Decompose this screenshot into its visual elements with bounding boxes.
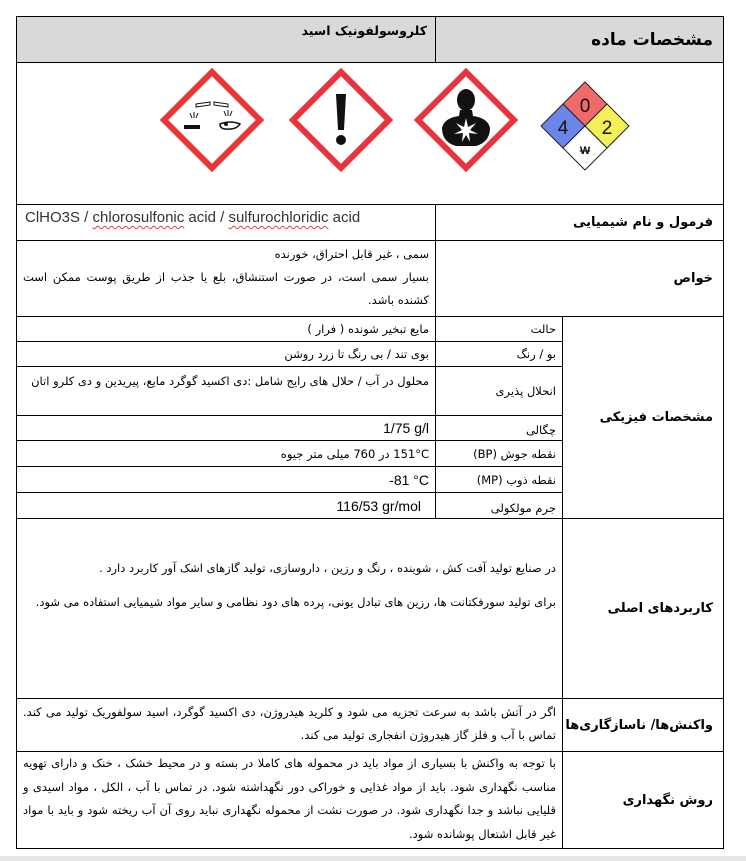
properties-label-cell xyxy=(435,240,724,317)
storage-text: با توجه به واکنش با بسیاری از مواد باید در محموله های کاملا در بسته و در محیط خشک ، خنک و دارای تهویه مناسب نگهداری شود. باید از مواد غذایی و خوراکی دور نگهداشته شود. در تماس با آب ، الکل ، مواد اسیدی و قلیایی نباشد و جدا نگهداری شود. در صورت نشت از محموله نگهداری نباید روی آن آب ریخته شود و باید با مواد غیر قابل اشتعال پوشانده شود. xyxy=(23,756,556,841)
melting-point-value: -81 °C xyxy=(389,471,429,488)
physical-row-value xyxy=(16,466,436,493)
separator: / xyxy=(80,209,93,226)
odor-color-label: بو / رنگ xyxy=(516,347,556,361)
physical-row-label xyxy=(435,466,563,493)
molecular-weight-value: 116/53 gr/mol xyxy=(336,497,421,514)
header-section-title-cell xyxy=(435,16,724,63)
properties-line-1: سمی ، غیر قابل احتراق، خورنده xyxy=(274,247,429,261)
health-hazard-icon xyxy=(418,72,514,168)
reactions-text: اگر در آتش باشد به سرعت تجزیه می شود و کلرید هیدروژن، دی اکسید گوگرد، اسید سولفوریک تولید می کند. تماس با آب و فلز گاز هیدروژن انفجاری تولید می کند. xyxy=(23,705,556,742)
uses-value-cell xyxy=(16,518,563,699)
nfpa-special-value: W xyxy=(579,145,591,157)
physical-row-label xyxy=(435,492,563,519)
acid-word: acid xyxy=(328,209,361,226)
chemical-name-2: sulfurochloridic xyxy=(228,209,329,226)
uses-label: کاربردهای اصلی xyxy=(607,601,713,616)
pictograms-svg xyxy=(17,63,723,204)
separator: / xyxy=(215,209,229,226)
physical-row-value xyxy=(16,440,436,467)
reactions-label-cell xyxy=(562,698,724,752)
physical-row-label xyxy=(435,341,563,367)
physical-row-value xyxy=(16,341,436,367)
reactions-value-cell xyxy=(16,698,563,752)
physical-row-value xyxy=(16,366,436,416)
uses-paragraph-2: برای تولید سورفکتانت ها، رزین های تبادل یونی، پرده های دود نظامی و سایر مواد شیمیایی استفاده می شود. xyxy=(35,595,556,609)
density-label: چگالی xyxy=(525,423,556,437)
pictogram-row xyxy=(16,62,724,205)
section-title: مشخصات ماده xyxy=(591,29,713,50)
properties-label: خواص xyxy=(673,271,713,286)
state-label: حالت xyxy=(530,322,556,336)
physical-row-label xyxy=(435,440,563,467)
substance-name: کلروسولفونیک اسید xyxy=(301,23,427,38)
physical-row-value xyxy=(16,492,436,519)
nfpa-instability-value: 2 xyxy=(601,118,613,139)
exclamation-icon xyxy=(293,72,389,168)
header-substance-cell xyxy=(16,16,436,63)
solubility-label: انحلال پذیری xyxy=(495,384,556,398)
formula-label: فرمول و نام شیمیایی xyxy=(572,215,713,230)
chemical-formula: ClHO3S xyxy=(25,209,81,226)
formula-value-cell xyxy=(16,204,436,241)
density-value: 1/75 g/l xyxy=(383,420,429,436)
acid-word: acid xyxy=(184,209,216,226)
reactions-label: واکنش‌ها/ ناسازگاری‌ها xyxy=(565,717,713,733)
physical-row-value xyxy=(16,316,436,342)
properties-value-cell xyxy=(16,240,436,317)
formula-label-cell xyxy=(435,204,724,241)
odor-color-value: بوی تند / بی رنگ تا زرد روشن xyxy=(284,347,429,361)
nfpa-flammability-value: 0 xyxy=(579,96,591,117)
physical-row-value xyxy=(16,415,436,441)
nfpa-diamond xyxy=(541,82,629,170)
storage-label-cell xyxy=(562,751,724,849)
corrosion-icon xyxy=(164,72,260,168)
properties-line-2: بسیار سمی است، در صورت استنشاق، بلع یا جذب از طریق پوست ممکن است کشنده باشد. xyxy=(23,270,429,307)
physical-label: مشخصات فیزیکی xyxy=(599,410,713,425)
molecular-weight-label: جرم مولکولی xyxy=(490,501,556,515)
storage-label: روش نگهداری xyxy=(622,792,713,808)
melting-point-label: نقطه ذوب (MP) xyxy=(476,472,556,487)
physical-row-label xyxy=(435,415,563,441)
page-bottom-band xyxy=(0,856,746,861)
solubility-value: محلول در آب / حلال های رایج شامل :دی اکسید گوگرد مایع، پیریدین و دی کلرو اتان xyxy=(31,374,429,388)
boiling-point-label: نقطه جوش (BP) xyxy=(473,446,556,461)
boiling-point-value: 151°C در 760 میلی متر جیوه xyxy=(280,446,429,461)
physical-row-label xyxy=(435,366,563,416)
state-value: مایع تبخیر شونده ( فرار ) xyxy=(307,322,429,336)
nfpa-health-value: 4 xyxy=(557,118,569,139)
physical-row-label xyxy=(435,316,563,342)
physical-label-cell xyxy=(562,316,724,519)
uses-label-cell xyxy=(562,518,724,699)
storage-value-cell xyxy=(16,751,563,849)
chemical-name-1: chlorosulfonic xyxy=(92,209,185,226)
uses-paragraph-1: در صنایع تولید آفت کش ، شوینده ، رنگ و رزین ، داروسازی، تولید گازهای اشک آور کاربرد دارد . xyxy=(99,561,556,575)
